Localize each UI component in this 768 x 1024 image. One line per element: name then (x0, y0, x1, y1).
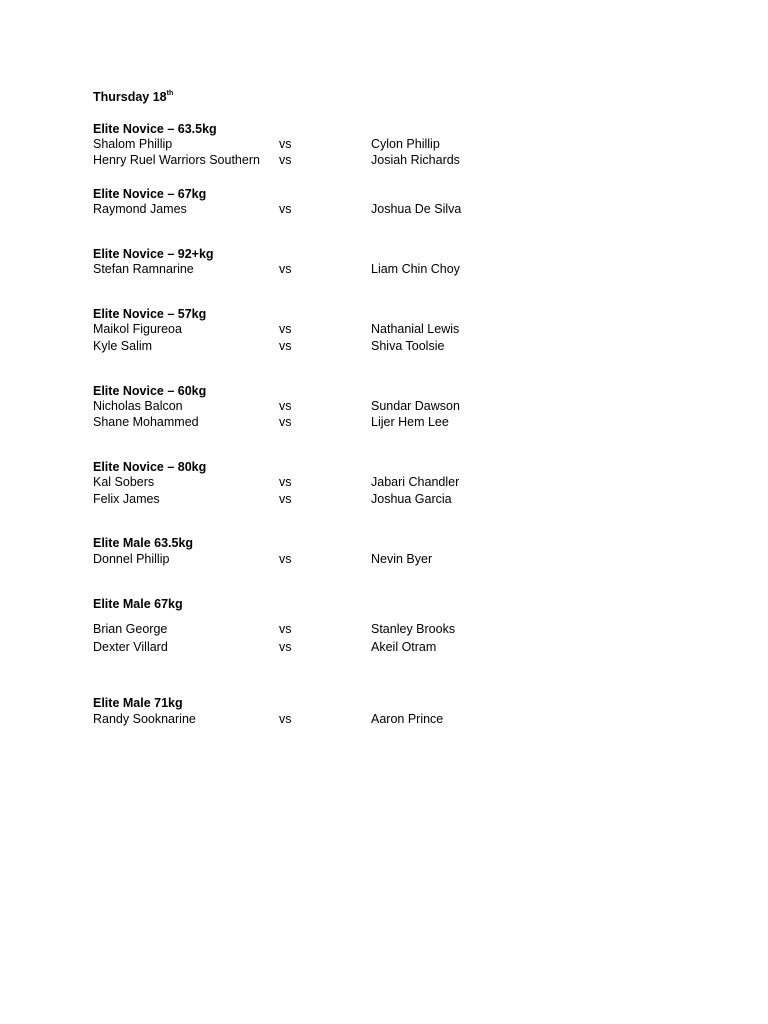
vs-label: vs (279, 262, 292, 276)
red-corner-name: Randy Sooknarine (93, 712, 196, 726)
date-suffix: th (166, 90, 174, 97)
vs-label: vs (279, 622, 292, 636)
vs-label: vs (279, 415, 292, 429)
bout-row (0, 338, 768, 355)
blue-corner-name: Jabari Chandler (371, 475, 460, 489)
blue-corner-name: Lijer Hem Lee (371, 415, 449, 429)
vs-label: vs (279, 202, 292, 216)
red-corner-name: Maikol Figureoa (93, 322, 182, 336)
blue-corner-name: Akeil Otram (371, 640, 437, 654)
blue-corner-name: Nevin Byer (371, 552, 433, 566)
vs-label: vs (279, 552, 292, 566)
red-corner-name: Stefan Ramnarine (93, 262, 194, 276)
vs-label: vs (279, 475, 292, 489)
section-title: Elite Novice – 63.5kg (93, 122, 217, 136)
blue-corner-name: Stanley Brooks (371, 622, 456, 636)
red-corner-name: Shane Mohammed (93, 415, 199, 429)
section-title: Elite Novice – 92+kg (93, 247, 214, 261)
blue-corner-name: Josiah Richards (371, 153, 460, 167)
red-corner-name: Kyle Salim (93, 339, 153, 353)
red-corner-name: Felix James (93, 492, 160, 506)
bout-row (0, 321, 768, 338)
date-heading (93, 87, 173, 105)
bout-row (0, 711, 768, 728)
section-title: Elite Male 67kg (93, 597, 183, 611)
red-corner-name: Nicholas Balcon (93, 399, 183, 413)
blue-corner-name: Aaron Prince (371, 712, 444, 726)
section-title: Elite Novice – 67kg (93, 187, 207, 201)
bout-row (0, 136, 768, 153)
red-corner-name: Dexter Villard (93, 640, 168, 654)
red-corner-name: Raymond James (93, 202, 187, 216)
bout-row (0, 639, 768, 656)
red-corner-name: Kal Sobers (93, 475, 155, 489)
vs-label: vs (279, 399, 292, 413)
vs-label: vs (279, 339, 292, 353)
blue-corner-name: Joshua De Silva (371, 202, 462, 216)
date-day: Thursday 18 (93, 90, 167, 105)
bout-row (0, 474, 768, 491)
section-title: Elite Novice – 80kg (93, 460, 207, 474)
section-title: Elite Novice – 57kg (93, 307, 207, 321)
vs-label: vs (279, 640, 292, 654)
bout-row (0, 491, 768, 508)
section-title: Elite Male 71kg (93, 696, 183, 710)
bout-row (0, 551, 768, 568)
bout-row (0, 414, 768, 431)
vs-label: vs (279, 153, 292, 167)
bout-row (0, 621, 768, 638)
bout-row (0, 152, 768, 169)
blue-corner-name: Nathanial Lewis (371, 322, 460, 336)
red-corner-name: Henry Ruel Warriors Southern (93, 153, 260, 167)
red-corner-name: Donnel Phillip (93, 552, 170, 566)
blue-corner-name: Sundar Dawson (371, 399, 460, 413)
vs-label: vs (279, 492, 292, 506)
vs-label: vs (279, 712, 292, 726)
blue-corner-name: Liam Chin Choy (371, 262, 460, 276)
bout-row (0, 398, 768, 415)
vs-label: vs (279, 137, 292, 151)
vs-label: vs (279, 322, 292, 336)
blue-corner-name: Cylon Phillip (371, 137, 440, 151)
bout-row (0, 201, 768, 218)
red-corner-name: Brian George (93, 622, 168, 636)
blue-corner-name: Shiva Toolsie (371, 339, 445, 353)
bout-row (0, 261, 768, 278)
section-title: Elite Novice – 60kg (93, 384, 207, 398)
blue-corner-name: Joshua Garcia (371, 492, 452, 506)
section-title: Elite Male 63.5kg (93, 536, 194, 550)
red-corner-name: Shalom Phillip (93, 137, 173, 151)
